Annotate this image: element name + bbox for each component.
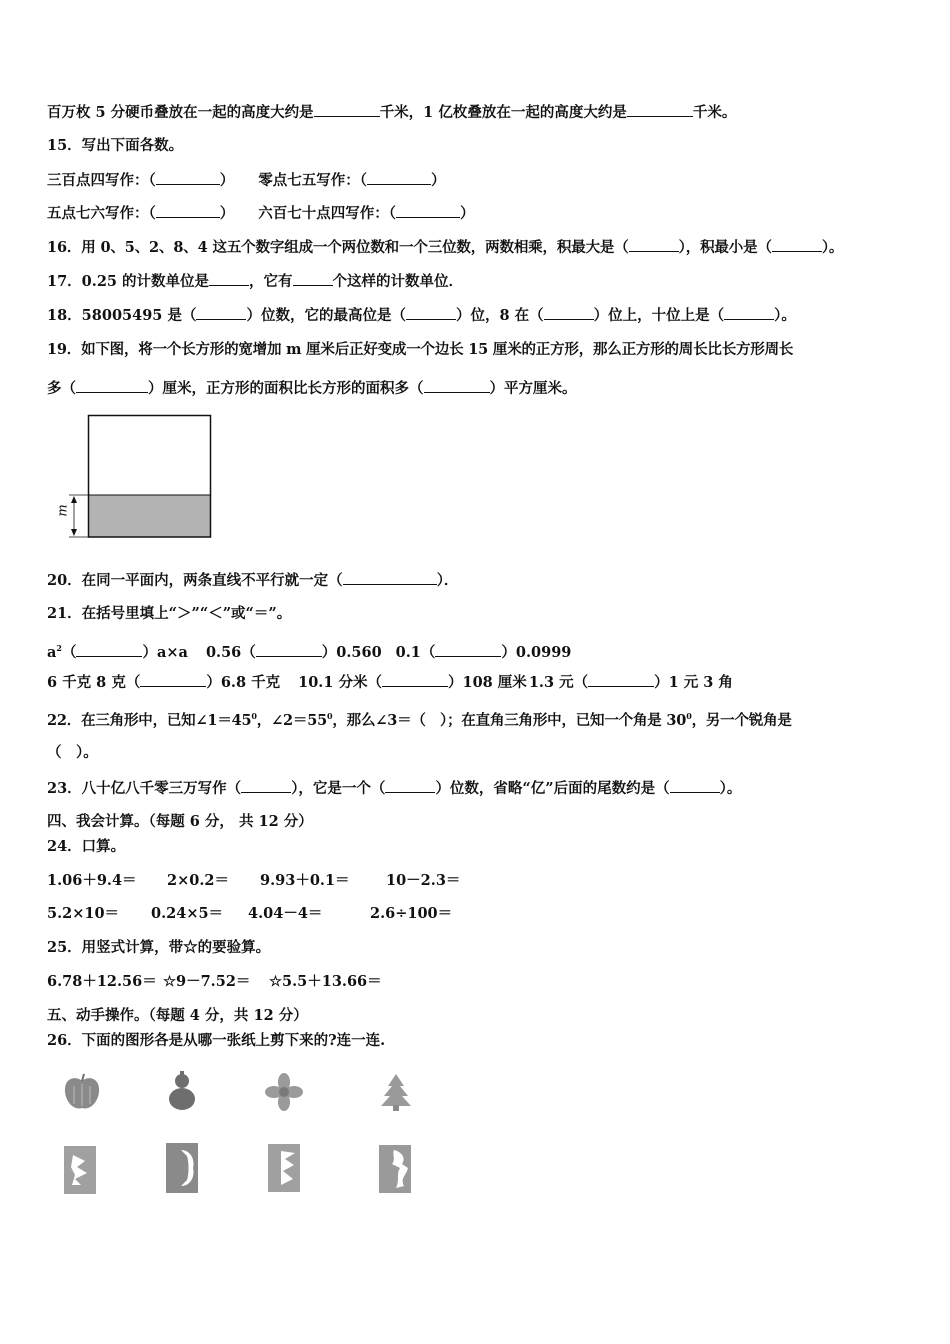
answer-blank[interactable] [406, 306, 456, 320]
answer-blank[interactable] [544, 306, 594, 320]
answer-blank[interactable] [241, 779, 291, 793]
oral-calc-item: 10－2.3＝ [386, 872, 461, 889]
q22-line1: 22．在三角形中，已知$\angle 1=45^0$，$\angle 2=55^0$，那么∠3＝（ ）；在直角三角形中，已知一个角是 $30^0$，另一个锐角是 [47, 711, 792, 729]
answer-blank[interactable] [435, 643, 501, 657]
q23: 23．八十亿八千零三万写作（ ），它是一个（ ）位数，省略“亿”后面的尾数约是（ ）。 [47, 780, 742, 797]
arrow-up-icon [71, 496, 77, 503]
answer-blank[interactable] [76, 643, 142, 657]
answer-blank[interactable] [382, 673, 448, 687]
answer-blank[interactable] [385, 779, 435, 793]
oral-calc-item: 1.06＋9.4＝ [47, 872, 137, 889]
answer-blank[interactable] [140, 673, 206, 687]
q21-row2: 6 千克 8 克（ ）6.8 千克 10.1 分米（ ）108 厘米 1.3 元（ ）1 元 3 角 [47, 674, 733, 691]
dimension-label-m: m [55, 504, 71, 517]
paper-sheet-a-icon[interactable] [63, 1145, 97, 1199]
oral-calc-item: 4.04－4＝ [248, 905, 323, 922]
apple-cutout-icon[interactable] [60, 1072, 104, 1118]
gourd-cutout-icon[interactable] [164, 1070, 200, 1118]
oral-calc-item: 2.6÷100＝ [370, 905, 453, 922]
answer-blank[interactable] [670, 779, 720, 793]
q24-row2 [47, 905, 452, 923]
paper-sheet-b-icon[interactable] [165, 1142, 199, 1198]
answer-blank[interactable] [314, 103, 380, 117]
answer-blank[interactable] [256, 643, 322, 657]
rectangle-shaded-area [89, 495, 211, 537]
vertical-calc-item: ☆9－7.52＝ [163, 973, 251, 990]
oral-calc-item: 9.93＋0.1＝ [260, 872, 350, 889]
rectangle-square-figure [55, 413, 215, 541]
q21-title: 21．在括号里填上“＞”“＜”或“＝”。 [47, 605, 292, 622]
answer-blank[interactable] [424, 379, 490, 393]
answer-blank[interactable] [627, 103, 693, 117]
answer-blank[interactable] [196, 306, 246, 320]
q25-items [47, 973, 382, 991]
q26-title: 26．下面的图形各是从哪一张纸上剪下来的?连一连. [47, 1032, 386, 1049]
answer-blank[interactable] [156, 204, 220, 218]
section-five-heading: 五、动手操作。（每题 4 分，共 12 分） [47, 1007, 308, 1024]
q15-row2: 五点七六写作：（ ） 六百七十点四写作：（ ） [47, 205, 475, 222]
q19-line1: 19．如下图，将一个长方形的宽增加 m 厘米后正好变成一个边长 15 厘米的正方形，那么正方形的周长比长方形周长 [47, 341, 794, 358]
q14-continuation: 百万枚 5 分硬币叠放在一起的高度大约是 千米，1 亿枚叠放在一起的高度大约是 千米。 [47, 104, 737, 121]
q15-title: 15．写出下面各数。 [47, 137, 184, 154]
q25-title: 25．用竖式计算，带☆的要验算。 [47, 939, 271, 956]
paper-sheet-d-icon[interactable] [378, 1144, 412, 1198]
answer-blank[interactable] [367, 171, 431, 185]
answer-blank[interactable] [396, 204, 460, 218]
q21-row1: $a^2$（ ）a×a 0.56（ ）0.560 0.1（ ）0.0999 [47, 643, 572, 661]
vertical-calc-item: 6.78＋12.56＝ [47, 973, 157, 990]
q17: 17．0.25 的计数单位是 ，它有 个这样的计数单位． [47, 273, 464, 290]
answer-blank[interactable] [772, 238, 822, 252]
answer-blank[interactable] [629, 238, 679, 252]
q16: 16．用 0、5、2、8、4 这五个数字组成一个两位数和一个三位数，两数相乘，积最大是（ ），积最小是（ ）。 [47, 239, 844, 256]
paper-sheet-c-icon[interactable] [267, 1143, 301, 1197]
oral-calc-item: 0.24×5＝ [151, 905, 224, 922]
answer-blank[interactable] [724, 306, 774, 320]
q19-line2: 多（ ）厘米，正方形的面积比长方形的面积多（ ）平方厘米。 [47, 380, 577, 397]
vertical-calc-item: ☆5.5＋13.66＝ [269, 973, 382, 990]
section-four-heading: 四、我会计算。（每题 6 分， 共 12 分） [47, 813, 313, 830]
oral-calc-item: 5.2×10＝ [47, 905, 120, 922]
oral-calc-item: 2×0.2＝ [167, 872, 229, 889]
arrow-down-icon [71, 529, 77, 536]
answer-blank[interactable] [209, 272, 249, 286]
q20: 20．在同一平面内，两条直线不平行就一定（ ）． [47, 572, 459, 589]
q24-row1 [47, 872, 460, 890]
answer-blank[interactable] [156, 171, 220, 185]
q18: 18．58005495 是（ ）位数，它的最高位是（ ）位，8 在（ ）位上，十位上是（ ）。 [47, 307, 796, 324]
answer-blank[interactable] [76, 379, 148, 393]
answer-blank[interactable] [293, 272, 333, 286]
rectangle-square-diagram [55, 413, 215, 541]
pine-tree-cutout-icon[interactable] [376, 1072, 416, 1116]
answer-blank[interactable] [588, 673, 654, 687]
q24-title: 24．口算。 [47, 838, 126, 855]
q22-line2: （ ）。 [47, 744, 98, 761]
answer-blank[interactable] [343, 571, 437, 585]
q15-row1: 三百点四写作：（ ） 零点七五写作：（ ） [47, 172, 446, 189]
flower-cutout-icon[interactable] [264, 1072, 304, 1116]
